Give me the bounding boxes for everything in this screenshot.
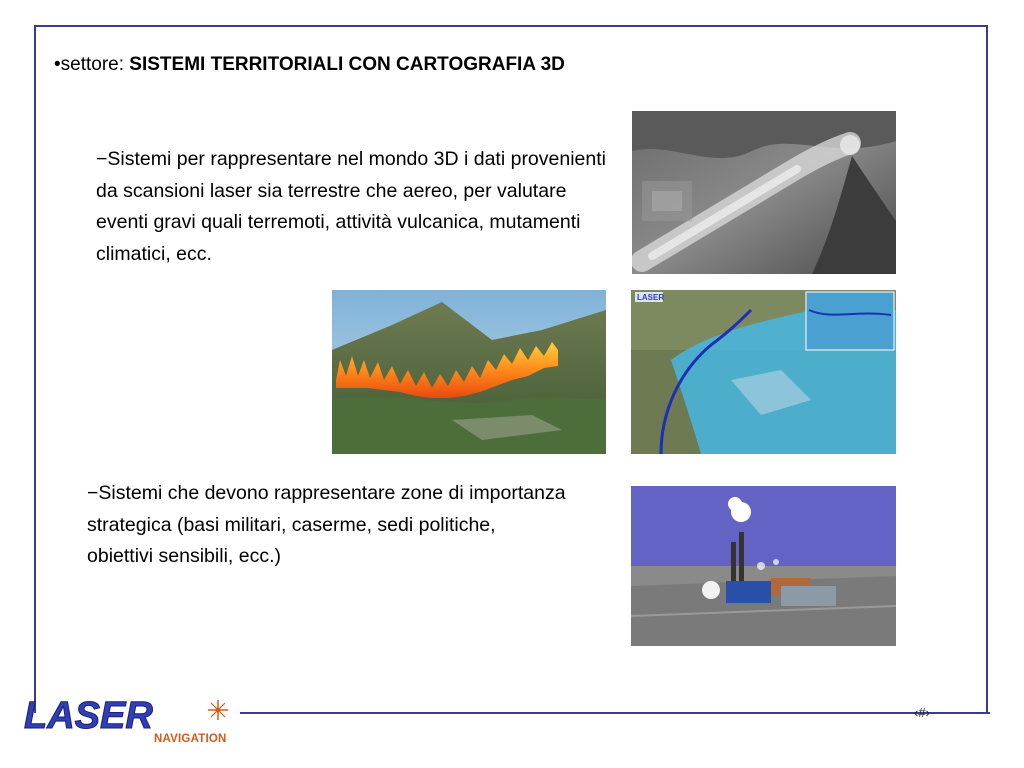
title-prefix: •settore: [54,54,130,75]
volcano-aerial-image [632,111,896,274]
title-bold: SISTEMI TERRITORIALI CON CARTOGRAFIA 3D [129,54,565,75]
map-logo-label: LASER [637,293,665,302]
flood-map-image [631,290,896,454]
industrial-site-image [631,486,896,646]
page-number: ‹#› [914,705,930,720]
laser-star-icon [208,700,228,720]
paragraph-laser-scanning: −Sistemi per rappresentare nel mondo 3D i dati provenienti da scansioni laser sia terrestre che aereo, per valutare eventi gravi quali terremoti, attività vulcanica, mutamenti climatici, ecc. [96,148,606,265]
logo-wordmark: LASER [24,695,153,737]
slide-title [54,53,565,77]
paragraph-strategic-zones: −Sistemi che devono rappresentare zone di importanza strategica (basi militari, caserme, sedi politiche, obiettivi sensibili, ecc.) [87,482,566,567]
logo-subtitle: NAVIGATION [154,733,227,745]
mountain-fire-image [332,290,606,454]
frame-bottom-divider [240,712,990,714]
